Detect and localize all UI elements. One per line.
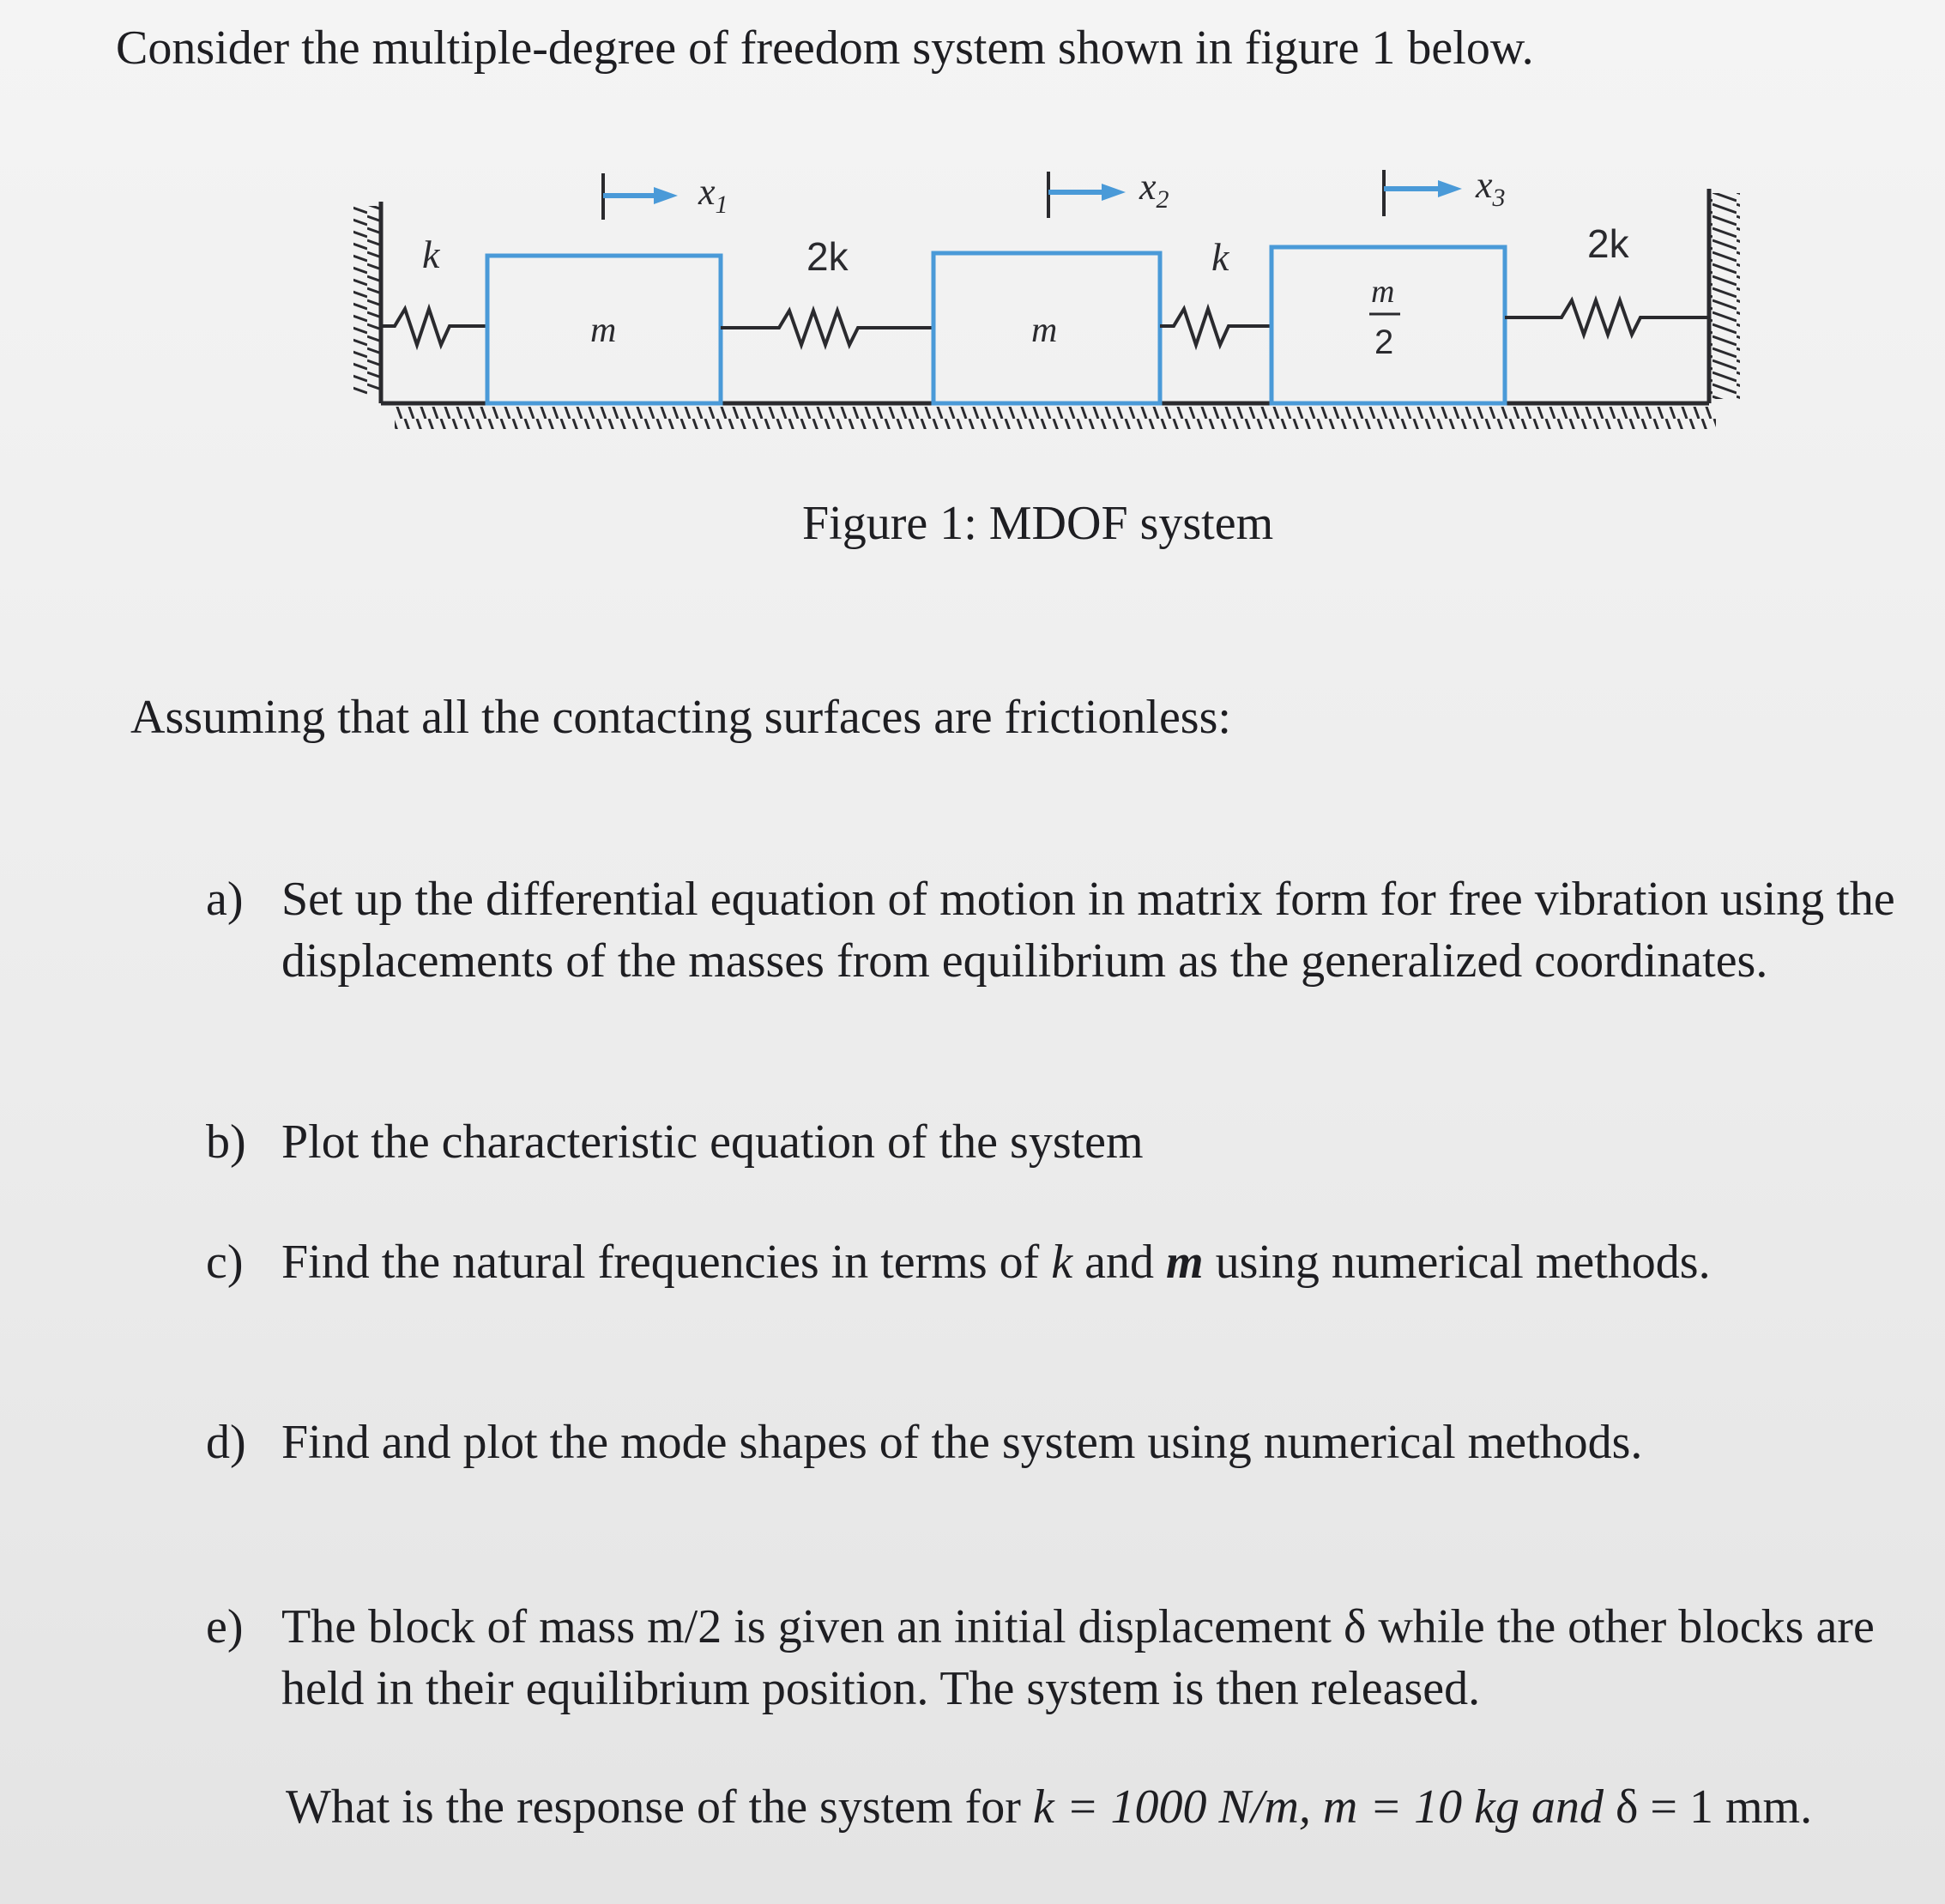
response-pre: What is the response of the system for — [286, 1780, 1033, 1834]
question-c-mid: and — [1072, 1236, 1167, 1289]
figure-caption: Figure 1: MDOF system — [802, 497, 1274, 550]
mass-label-1: m — [590, 311, 617, 350]
coord-label-x2: x — [1139, 166, 1157, 208]
displacement-arrow-x2 — [1048, 166, 1169, 218]
svg-text:x2 — [1139, 166, 1169, 214]
displacement-arrow-x1 — [603, 171, 728, 220]
spring-2k-2 — [1505, 300, 1709, 335]
response-post: δ = 1 mm. — [1604, 1780, 1813, 1834]
svg-text:x3 — [1475, 164, 1506, 212]
question-e-text: The block of mass m/2 is given an initial displacement δ while the other blocks are held in their equilibrium position. The system is then released. — [281, 1600, 1875, 1715]
question-e-letter: e) — [206, 1600, 244, 1653]
svg-text:x1 — [698, 171, 728, 219]
question-c-pre: Find the natural frequencies in terms of — [281, 1236, 1052, 1289]
mass-3-denominator: 2 — [1374, 323, 1394, 361]
question-c-k: k — [1051, 1236, 1073, 1289]
question-a-letter: a) — [206, 873, 244, 926]
intro-text: Consider the multiple-degree of freedom system shown in figure 1 below. — [116, 21, 1534, 75]
coord-subscript-1: 1 — [715, 190, 728, 219]
coord-subscript-3: 3 — [1492, 184, 1506, 212]
response-question — [286, 1776, 1812, 1838]
question-b-letter: b) — [206, 1115, 246, 1169]
question-b-text: Plot the characteristic equation of the system — [281, 1115, 1144, 1169]
spring-label-2k-2: 2k — [1587, 221, 1629, 266]
left-wall — [353, 202, 381, 403]
coord-label-x1: x — [698, 171, 716, 213]
spring-2k-1 — [721, 311, 933, 345]
response-params: k = 1000 N/m, m = 10 kg and — [1032, 1780, 1604, 1834]
question-c-letter: c) — [206, 1236, 244, 1289]
spring-label-k1: k — [422, 233, 440, 276]
question-a-text: Set up the differential equation of motion in matrix form for free vibration using the displacements of the masses from equilibrium as the generalized coordinates. — [281, 873, 1895, 988]
spring-label-k2: k — [1211, 235, 1229, 279]
spring-label-2k-1: 2k — [806, 234, 849, 279]
assumption-text: Assuming that all the contacting surfaces are frictionless: — [130, 691, 1231, 744]
question-c-post: using numerical methods. — [1203, 1236, 1711, 1289]
question-d-letter: d) — [206, 1416, 246, 1469]
coord-subscript-2: 2 — [1156, 185, 1169, 214]
question-c-m: m — [1166, 1236, 1204, 1289]
mdof-figure — [343, 154, 1767, 463]
spring-k1 — [381, 309, 487, 345]
right-wall — [1709, 189, 1740, 403]
mdof-diagram — [343, 154, 1767, 463]
question-c-text — [281, 1231, 1912, 1293]
displacement-arrow-x3 — [1384, 164, 1506, 216]
question-d-text: Find and plot the mode shapes of the system using numerical methods. — [281, 1416, 1643, 1469]
spring-k2 — [1160, 309, 1271, 345]
mass-label-2: m — [1031, 311, 1058, 350]
coord-label-x3: x — [1476, 164, 1493, 206]
ground — [381, 403, 1716, 429]
mass-3-numerator: m — [1371, 274, 1395, 310]
